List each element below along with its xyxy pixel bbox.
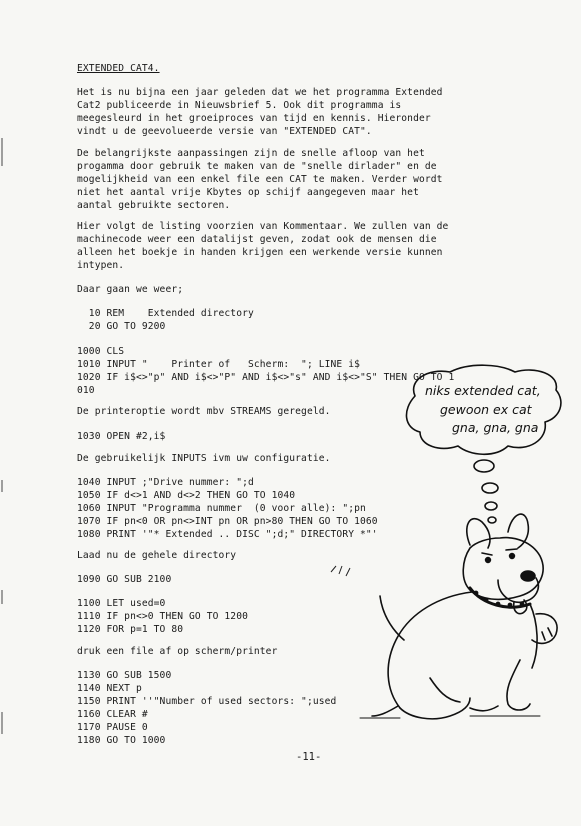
code-line: 10 REM Extended directory (77, 308, 254, 319)
code-line: 1130 GO SUB 1500 (77, 670, 172, 681)
code-line: 1000 CLS (77, 346, 125, 357)
text-line: aantal gebruikte sectoren. (77, 200, 231, 211)
code-line: 1170 PAUSE 0 (77, 722, 148, 733)
text-line: Het is nu bijna een jaar geleden dat we het programma Extended (77, 87, 443, 98)
code-line: 1080 PRINT '"* Extended .. DISC ";d;" DIRECTORY *"' (77, 529, 378, 540)
code-line: 1110 IF pn<>0 THEN GO TO 1200 (77, 611, 248, 622)
text-line: progamma door gebruik te maken van de "snelle dirlader" en de (77, 161, 437, 172)
dog-drawing (360, 514, 557, 719)
code-line: 1070 IF pn<0 OR pn<>INT pn OR pn>80 THEN GO TO 1060 (77, 516, 378, 527)
code-line: 1020 IF i$<>"p" AND i$<>"P" AND i$<>"s" AND i$<>"S" THEN GO TO 1 (77, 372, 455, 383)
code-line: 1040 INPUT ;"Drive nummer: ";d (77, 477, 254, 488)
text-line: machinecode weer een datalijst geven, zodat ook de mensen die (77, 234, 437, 245)
page-number: -11- (296, 751, 322, 763)
paragraph-go: Daar gaan we weer; (77, 284, 184, 295)
bubble-line: gewoon ex cat (440, 402, 532, 417)
text-line: alleen het boekje in handen krijgen een werkende versie kunnen (77, 247, 443, 258)
code-line: 1090 GO SUB 2100 (77, 574, 172, 585)
thought-circle (485, 502, 497, 510)
paragraph-printer: De printeroptie wordt mbv STREAMS geregeld. (77, 406, 331, 417)
code-line: 1150 PRINT ''"Number of used sectors: ";used (77, 696, 337, 707)
text-line: De belangrijkste aanpassingen zijn de snelle afloop van het (77, 148, 425, 159)
text-line: Hier volgt de listing voorzien van Kommentaar. We zullen van de (77, 221, 449, 232)
thought-circle (474, 460, 494, 472)
paragraph-load: Laad nu de gehele directory (77, 550, 237, 561)
bubble-line: gna, gna, gna (452, 420, 539, 435)
text-line: meegesleurd in het groeiproces van tijd en kennis. Hieronder (77, 113, 431, 124)
bubble-line: niks extended cat, (425, 383, 541, 398)
code-line: 1100 LET used=0 (77, 598, 166, 609)
code-line: 1140 NEXT p (77, 683, 142, 694)
code-line: 1030 OPEN #2,i$ (77, 431, 166, 442)
code-line: 1160 CLEAR # (77, 709, 148, 720)
text-line: intypen. (77, 260, 125, 271)
paragraph-inputs: De gebruikelijk INPUTS ivm uw configuratie. (77, 453, 331, 464)
code-line: 1010 INPUT " Printer of Scherm: "; LINE i$ (77, 359, 361, 370)
thought-circle (488, 517, 496, 523)
text-line: niet het aantal vrije Kbytes op schijf aangegeven maar het (77, 187, 419, 198)
text-line: Cat2 publiceerde in Nieuwsbrief 5. Ook dit programma is (77, 100, 402, 111)
code-line: 1060 INPUT "Programma nummer (0 voor alle): ";pn (77, 503, 366, 514)
code-line: 010 (77, 385, 95, 396)
code-line: 20 GO TO 9200 (77, 321, 166, 332)
thought-circle (482, 483, 498, 493)
code-line: 1050 IF d<>1 AND d<>2 THEN GO TO 1040 (77, 490, 296, 501)
article-title: EXTENDED CAT4. (77, 63, 160, 74)
paragraph-print: druk een file af op scherm/printer (77, 646, 278, 657)
code-line: 1180 GO TO 1000 (77, 735, 166, 746)
text-line: vindt u de geevolueerde versie van "EXTENDED CAT". (77, 126, 372, 137)
code-line: 1120 FOR p=1 TO 80 (77, 624, 184, 635)
text-line: mogelijkheid van een enkel file een CAT te maken. Verder wordt (77, 174, 443, 185)
